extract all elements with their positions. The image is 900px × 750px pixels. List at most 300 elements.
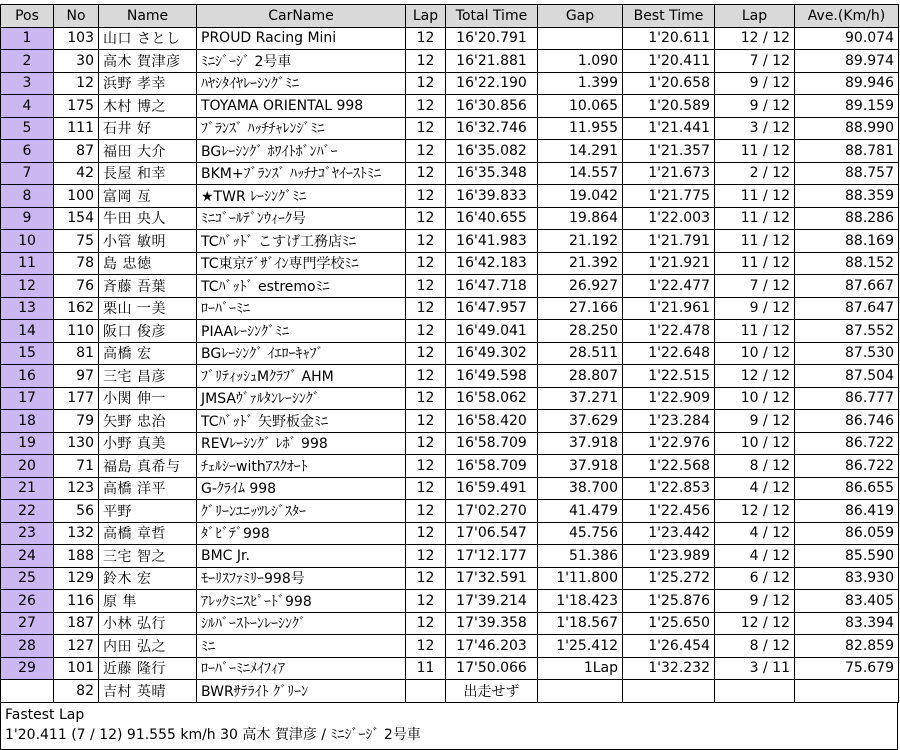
cell-carname: PROUD Racing Mini	[197, 27, 406, 50]
table-row	[1, 635, 899, 658]
cell-pos: 16	[1, 365, 54, 388]
cell-average: 89.974	[795, 50, 899, 73]
cell-pos: 6	[1, 140, 54, 163]
cell-best-lap: 9 / 12	[715, 72, 795, 95]
cell-average: 83.930	[795, 567, 899, 590]
cell-best-time: 1'21.791	[623, 230, 715, 253]
cell-total-time: 16'47.718	[446, 275, 538, 298]
cell-no: 30	[54, 50, 99, 73]
cell-total-time: 16'21.881	[446, 50, 538, 73]
cell-best-time: 1'22.909	[623, 387, 715, 410]
cell-total-time: 16'41.983	[446, 230, 538, 253]
cell-best-lap: 11 / 12	[715, 140, 795, 163]
cell-no: 87	[54, 140, 99, 163]
cell-total-time: 16'42.183	[446, 252, 538, 275]
cell-lap: 12	[406, 162, 446, 185]
cell-carname: TCﾊﾞｯﾄﾞ 矢野板金ﾐﾆ	[197, 410, 406, 433]
cell-gap: 10.065	[538, 95, 623, 118]
cell-pos: 22	[1, 500, 54, 523]
cell-no: 103	[54, 27, 99, 50]
header-row	[1, 5, 899, 28]
cell-best-time: 1'21.673	[623, 162, 715, 185]
cell-gap: 37.629	[538, 410, 623, 433]
cell-best-lap	[715, 680, 795, 703]
table-row	[1, 72, 899, 95]
cell-pos: 4	[1, 95, 54, 118]
cell-gap: 19.042	[538, 185, 623, 208]
cell-name: 牛田 央人	[99, 207, 197, 230]
cell-lap: 12	[406, 522, 446, 545]
cell-average: 90.074	[795, 27, 899, 50]
table-row	[1, 27, 899, 50]
cell-best-lap: 7 / 12	[715, 275, 795, 298]
cell-average: 89.159	[795, 95, 899, 118]
cell-total-time: 16'47.957	[446, 297, 538, 320]
col-header-average: Ave.(Km/h)	[795, 5, 899, 28]
table-row	[1, 252, 899, 275]
cell-carname: ﾛｰﾊﾞｰﾐﾆﾒｲﾌｨｱ	[197, 657, 406, 680]
cell-best-time: 1'25.650	[623, 612, 715, 635]
cell-gap: 28.250	[538, 320, 623, 343]
table-row	[1, 185, 899, 208]
cell-name: 小林 弘行	[99, 612, 197, 635]
cell-gap: 1'18.567	[538, 612, 623, 635]
cell-average	[795, 680, 899, 703]
cell-no: 111	[54, 117, 99, 140]
cell-total-time: 17'50.066	[446, 657, 538, 680]
table-row	[1, 455, 899, 478]
cell-name: 吉村 英晴	[99, 680, 197, 703]
table-row	[1, 590, 899, 613]
table-row	[1, 320, 899, 343]
cell-no: 71	[54, 455, 99, 478]
cell-carname: ﾌﾞﾗﾝｽﾞ ﾊｯﾁﾁｬﾚﾝｼﾞﾐﾆ	[197, 117, 406, 140]
cell-gap: 1Lap	[538, 657, 623, 680]
cell-name: 高橋 宏	[99, 342, 197, 365]
cell-name: 栗山 一美	[99, 297, 197, 320]
cell-name: 矢野 忠治	[99, 410, 197, 433]
table-row	[1, 365, 899, 388]
cell-best-time: 1'22.853	[623, 477, 715, 500]
cell-average: 88.359	[795, 185, 899, 208]
cell-best-lap: 8 / 12	[715, 455, 795, 478]
cell-total-time: 16'39.833	[446, 185, 538, 208]
cell-total-time: 16'35.348	[446, 162, 538, 185]
cell-best-time: 1'21.775	[623, 185, 715, 208]
cell-no: 12	[54, 72, 99, 95]
cell-best-time: 1'22.456	[623, 500, 715, 523]
cell-average: 85.590	[795, 545, 899, 568]
cell-carname: BGﾚｰｼﾝｸﾞ ｲｴﾛｰｷｬﾌﾞ	[197, 342, 406, 365]
cell-lap: 12	[406, 185, 446, 208]
table-row	[1, 387, 899, 410]
table-row	[1, 432, 899, 455]
cell-no: 127	[54, 635, 99, 658]
table-row	[1, 297, 899, 320]
cell-total-time: 16'32.746	[446, 117, 538, 140]
cell-carname: JMSAｳﾞｧﾙﾀﾝﾚｰｼﾝｸﾞ	[197, 387, 406, 410]
table-row	[1, 567, 899, 590]
cell-lap: 12	[406, 297, 446, 320]
cell-total-time: 17'39.214	[446, 590, 538, 613]
cell-lap: 12	[406, 387, 446, 410]
cell-name: 三宅 智之	[99, 545, 197, 568]
cell-lap: 12	[406, 455, 446, 478]
cell-name: 平野	[99, 500, 197, 523]
cell-carname: ｸﾞﾘｰﾝﾕﾆｯﾂﾚｼﾞｽﾀｰ	[197, 500, 406, 523]
table-row	[1, 500, 899, 523]
cell-gap: 1.399	[538, 72, 623, 95]
cell-average: 86.722	[795, 455, 899, 478]
cell-average: 88.781	[795, 140, 899, 163]
cell-best-time: 1'21.961	[623, 297, 715, 320]
col-header-gap: Gap	[538, 5, 623, 28]
fastest-lap-box	[0, 703, 898, 750]
cell-gap: 1.090	[538, 50, 623, 73]
col-header-carname: CarName	[197, 5, 406, 28]
cell-total-time: 17'32.591	[446, 567, 538, 590]
cell-total-time: 16'35.082	[446, 140, 538, 163]
cell-name: 長屋 和幸	[99, 162, 197, 185]
table-row	[1, 230, 899, 253]
cell-best-time: 1'22.976	[623, 432, 715, 455]
cell-pos: 25	[1, 567, 54, 590]
cell-best-lap: 2 / 12	[715, 162, 795, 185]
col-header-total-time: Total Time	[446, 5, 538, 28]
cell-name: 小野 真美	[99, 432, 197, 455]
cell-best-lap: 4 / 12	[715, 522, 795, 545]
cell-total-time: 16'40.655	[446, 207, 538, 230]
cell-name: 木村 博之	[99, 95, 197, 118]
cell-average: 86.059	[795, 522, 899, 545]
cell-best-lap: 4 / 12	[715, 545, 795, 568]
table-row	[1, 117, 899, 140]
cell-carname: G-ｸﾗｲﾑ 998	[197, 477, 406, 500]
cell-best-lap: 11 / 12	[715, 320, 795, 343]
cell-best-time: 1'22.003	[623, 207, 715, 230]
cell-best-lap: 8 / 12	[715, 635, 795, 658]
cell-pos	[1, 680, 54, 703]
cell-pos: 12	[1, 275, 54, 298]
cell-name: 三宅 昌彦	[99, 365, 197, 388]
cell-carname: ﾀﾞﾋﾞﾃﾞ998	[197, 522, 406, 545]
cell-name: 高橋 章哲	[99, 522, 197, 545]
cell-no: 177	[54, 387, 99, 410]
cell-name: 石井 好	[99, 117, 197, 140]
cell-carname: BKM+ﾌﾞﾗﾝｽﾞ ﾊｯﾁﾅｺﾞﾔｲｰｽﾄﾐﾆ	[197, 162, 406, 185]
cell-no: 101	[54, 657, 99, 680]
cell-best-lap: 12 / 12	[715, 365, 795, 388]
cell-average: 86.777	[795, 387, 899, 410]
cell-average: 83.394	[795, 612, 899, 635]
table-row	[1, 95, 899, 118]
cell-total-time: 16'58.062	[446, 387, 538, 410]
cell-total-time: 16'58.709	[446, 432, 538, 455]
cell-gap: 28.511	[538, 342, 623, 365]
table-row	[1, 545, 899, 568]
cell-best-time: 1'23.442	[623, 522, 715, 545]
cell-best-lap: 9 / 12	[715, 410, 795, 433]
cell-lap: 12	[406, 50, 446, 73]
cell-lap: 12	[406, 410, 446, 433]
cell-name: 島 忠徳	[99, 252, 197, 275]
cell-no: 82	[54, 680, 99, 703]
cell-gap: 11.955	[538, 117, 623, 140]
cell-pos: 21	[1, 477, 54, 500]
cell-pos: 8	[1, 185, 54, 208]
col-header-best-time: Best Time	[623, 5, 715, 28]
cell-best-lap: 3 / 12	[715, 117, 795, 140]
cell-name: 近藤 隆行	[99, 657, 197, 680]
cell-gap: 14.291	[538, 140, 623, 163]
cell-average: 87.552	[795, 320, 899, 343]
cell-pos: 24	[1, 545, 54, 568]
cell-lap: 12	[406, 72, 446, 95]
cell-lap: 12	[406, 365, 446, 388]
cell-best-lap: 9 / 12	[715, 590, 795, 613]
cell-name: 富岡 亙	[99, 185, 197, 208]
cell-carname: REVﾚｰｼﾝｸﾞ ﾚﾎﾞ 998	[197, 432, 406, 455]
cell-pos: 20	[1, 455, 54, 478]
cell-pos: 18	[1, 410, 54, 433]
cell-best-lap: 11 / 12	[715, 230, 795, 253]
cell-total-time: 17'12.177	[446, 545, 538, 568]
cell-no: 154	[54, 207, 99, 230]
cell-name: 小関 伸一	[99, 387, 197, 410]
cell-gap	[538, 27, 623, 50]
cell-best-lap: 10 / 12	[715, 387, 795, 410]
cell-lap: 12	[406, 500, 446, 523]
table-row	[1, 140, 899, 163]
cell-total-time: 17'06.547	[446, 522, 538, 545]
cell-best-lap: 10 / 12	[715, 432, 795, 455]
fastest-lap-title: Fastest Lap	[5, 706, 85, 723]
cell-lap: 12	[406, 545, 446, 568]
cell-no: 116	[54, 590, 99, 613]
cell-no: 97	[54, 365, 99, 388]
cell-best-time: 1'21.357	[623, 140, 715, 163]
cell-gap: 28.807	[538, 365, 623, 388]
cell-lap: 12	[406, 275, 446, 298]
cell-average: 86.722	[795, 432, 899, 455]
cell-gap: 27.166	[538, 297, 623, 320]
cell-carname: TCﾊﾞｯﾄﾞ こすげ工務店ﾐﾆ	[197, 230, 406, 253]
cell-gap: 45.756	[538, 522, 623, 545]
cell-no: 132	[54, 522, 99, 545]
table-row	[1, 680, 899, 703]
cell-lap: 12	[406, 342, 446, 365]
cell-average: 83.405	[795, 590, 899, 613]
cell-no: 110	[54, 320, 99, 343]
cell-pos: 27	[1, 612, 54, 635]
table-row	[1, 477, 899, 500]
cell-carname: ﾐﾆｺﾞｰﾙﾃﾞﾝｳｨｰｸ号	[197, 207, 406, 230]
cell-total-time: 17'39.358	[446, 612, 538, 635]
cell-best-time: 1'25.876	[623, 590, 715, 613]
cell-lap: 12	[406, 320, 446, 343]
cell-average: 86.746	[795, 410, 899, 433]
cell-gap: 51.386	[538, 545, 623, 568]
cell-best-time: 1'32.232	[623, 657, 715, 680]
col-header-lap: Lap	[406, 5, 446, 28]
cell-name: 斉藤 吾葉	[99, 275, 197, 298]
cell-average: 87.667	[795, 275, 899, 298]
table-row	[1, 207, 899, 230]
cell-average: 88.152	[795, 252, 899, 275]
cell-average: 87.504	[795, 365, 899, 388]
cell-total-time: 16'59.491	[446, 477, 538, 500]
cell-total-time: 16'20.791	[446, 27, 538, 50]
cell-pos: 9	[1, 207, 54, 230]
cell-gap: 19.864	[538, 207, 623, 230]
cell-no: 79	[54, 410, 99, 433]
cell-total-time: 出走せず	[446, 680, 538, 703]
col-header-pos: Pos	[1, 5, 54, 28]
cell-pos: 17	[1, 387, 54, 410]
cell-best-time: 1'22.478	[623, 320, 715, 343]
cell-best-time: 1'20.611	[623, 27, 715, 50]
cell-lap: 12	[406, 252, 446, 275]
cell-carname: ﾛｰﾊﾞｰﾐﾆ	[197, 297, 406, 320]
cell-gap: 37.918	[538, 432, 623, 455]
cell-best-time	[623, 680, 715, 703]
cell-no: 129	[54, 567, 99, 590]
cell-pos: 29	[1, 657, 54, 680]
cell-best-lap: 4 / 12	[715, 477, 795, 500]
cell-total-time: 16'58.709	[446, 455, 538, 478]
cell-lap: 12	[406, 117, 446, 140]
cell-lap: 11	[406, 657, 446, 680]
cell-lap: 12	[406, 207, 446, 230]
cell-gap: 26.927	[538, 275, 623, 298]
cell-gap: 37.918	[538, 455, 623, 478]
col-header-no: No	[54, 5, 99, 28]
cell-name: 阪口 俊彦	[99, 320, 197, 343]
cell-name: 高橋 洋平	[99, 477, 197, 500]
cell-no: 78	[54, 252, 99, 275]
cell-gap: 21.192	[538, 230, 623, 253]
cell-best-time: 1'20.589	[623, 95, 715, 118]
cell-total-time: 16'49.302	[446, 342, 538, 365]
cell-best-time: 1'20.658	[623, 72, 715, 95]
cell-best-lap: 12 / 12	[715, 27, 795, 50]
cell-carname: ｼﾙﾊﾞｰｽﾄｰﾝﾚｰｼﾝｸﾞ	[197, 612, 406, 635]
cell-best-time: 1'21.921	[623, 252, 715, 275]
cell-gap	[538, 680, 623, 703]
cell-average: 86.655	[795, 477, 899, 500]
cell-gap: 38.700	[538, 477, 623, 500]
cell-pos: 3	[1, 72, 54, 95]
cell-lap: 12	[406, 230, 446, 253]
col-header-best-lap: Lap	[715, 5, 795, 28]
cell-total-time: 17'02.270	[446, 500, 538, 523]
cell-carname: BMC Jr.	[197, 545, 406, 568]
cell-average: 87.647	[795, 297, 899, 320]
cell-no: 175	[54, 95, 99, 118]
cell-pos: 10	[1, 230, 54, 253]
cell-no: 188	[54, 545, 99, 568]
cell-best-time: 1'22.515	[623, 365, 715, 388]
cell-no: 42	[54, 162, 99, 185]
cell-carname: TC東京ﾃﾞｻﾞｲﾝ専門学校ﾐﾆ	[197, 252, 406, 275]
cell-pos: 5	[1, 117, 54, 140]
cell-gap: 1'25.412	[538, 635, 623, 658]
cell-name: 浜野 孝幸	[99, 72, 197, 95]
cell-total-time: 16'22.190	[446, 72, 538, 95]
cell-average: 88.757	[795, 162, 899, 185]
cell-average: 82.859	[795, 635, 899, 658]
cell-best-lap: 10 / 12	[715, 342, 795, 365]
cell-pos: 1	[1, 27, 54, 50]
cell-lap: 12	[406, 635, 446, 658]
cell-lap: 12	[406, 140, 446, 163]
cell-lap: 12	[406, 567, 446, 590]
cell-lap: 12	[406, 590, 446, 613]
cell-no: 76	[54, 275, 99, 298]
cell-no: 75	[54, 230, 99, 253]
cell-name: 小管 敏明	[99, 230, 197, 253]
cell-carname: ﾐﾆ	[197, 635, 406, 658]
cell-pos: 15	[1, 342, 54, 365]
cell-average: 75.679	[795, 657, 899, 680]
cell-best-lap: 3 / 11	[715, 657, 795, 680]
col-header-name: Name	[99, 5, 197, 28]
cell-carname: ﾁｪﾙｼｰwithｱｽｸｵｰﾄ	[197, 455, 406, 478]
fastest-lap-text: 1'20.411 (7 / 12) 91.555 km/h 30 高木 賀津彦 / ﾐﾆｼﾞｰｼﾞ 2号車	[5, 726, 421, 743]
cell-carname: TCﾊﾞｯﾄﾞ estremoﾐﾆ	[197, 275, 406, 298]
cell-name: 原 隼	[99, 590, 197, 613]
cell-no: 187	[54, 612, 99, 635]
cell-best-lap: 12 / 12	[715, 612, 795, 635]
cell-name: 鈴木 宏	[99, 567, 197, 590]
cell-best-lap: 12 / 12	[715, 500, 795, 523]
cell-no: 130	[54, 432, 99, 455]
cell-total-time: 17'46.203	[446, 635, 538, 658]
cell-no: 56	[54, 500, 99, 523]
cell-pos: 7	[1, 162, 54, 185]
cell-lap	[406, 680, 446, 703]
cell-lap: 12	[406, 432, 446, 455]
cell-pos: 13	[1, 297, 54, 320]
table-row	[1, 162, 899, 185]
cell-lap: 12	[406, 477, 446, 500]
table-row	[1, 612, 899, 635]
cell-pos: 26	[1, 590, 54, 613]
cell-best-time: 1'22.568	[623, 455, 715, 478]
cell-name: 山口 さとし	[99, 27, 197, 50]
cell-best-time: 1'22.648	[623, 342, 715, 365]
cell-carname: ﾐﾆｼﾞｰｼﾞ 2号車	[197, 50, 406, 73]
cell-carname: PIAAﾚｰｼﾝｸﾞﾐﾆ	[197, 320, 406, 343]
cell-pos: 23	[1, 522, 54, 545]
cell-name: 高木 賀津彦	[99, 50, 197, 73]
cell-best-time: 1'23.284	[623, 410, 715, 433]
table-row	[1, 275, 899, 298]
cell-best-time: 1'20.411	[623, 50, 715, 73]
cell-carname: ﾌﾞﾘﾃｨｯｼｭMｸﾗﾌﾞ AHM	[197, 365, 406, 388]
cell-carname: TOYAMA ORIENTAL 998	[197, 95, 406, 118]
cell-best-lap: 9 / 12	[715, 297, 795, 320]
cell-name: 福島 真希与	[99, 455, 197, 478]
cell-carname: ﾊﾔｼﾀｲﾔﾚｰｼﾝｸﾞﾐﾆ	[197, 72, 406, 95]
cell-pos: 14	[1, 320, 54, 343]
cell-average: 89.946	[795, 72, 899, 95]
cell-best-time: 1'25.272	[623, 567, 715, 590]
cell-name: 内田 弘之	[99, 635, 197, 658]
cell-total-time: 16'49.041	[446, 320, 538, 343]
cell-best-lap: 11 / 12	[715, 207, 795, 230]
cell-total-time: 16'30.856	[446, 95, 538, 118]
